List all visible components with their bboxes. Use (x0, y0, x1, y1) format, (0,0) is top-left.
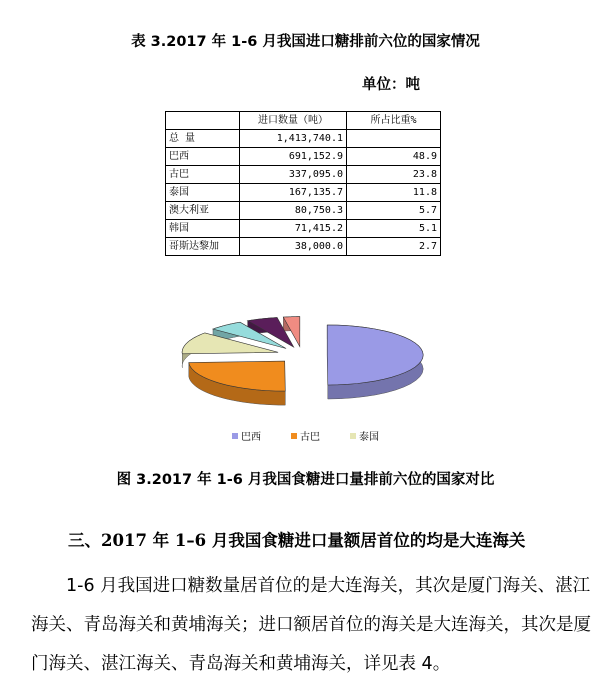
row-quantity: 71,415.2 (240, 220, 347, 238)
row-quantity: 38,000.0 (240, 238, 347, 256)
row-quantity: 337,095.0 (240, 166, 347, 184)
row-name: 哥斯达黎加 (166, 238, 240, 256)
table-row (166, 130, 441, 148)
row-quantity: 1,413,740.1 (240, 130, 347, 148)
pie-chart (0, 300, 611, 420)
legend-label: 古巴 (300, 432, 320, 443)
row-quantity: 691,152.9 (240, 148, 347, 166)
table-row (166, 166, 441, 184)
row-name: 澳大利亚 (166, 202, 240, 220)
legend-item-brazil (232, 428, 261, 443)
row-name: 巴西 (166, 148, 240, 166)
row-name: 总 量 (166, 130, 240, 148)
row-share: 11.8 (347, 184, 441, 202)
legend-label: 泰国 (359, 432, 379, 443)
row-name: 韩国 (166, 220, 240, 238)
row-name: 古巴 (166, 166, 240, 184)
header-quantity: 进口数量（吨） (240, 112, 347, 130)
chart-legend (0, 428, 611, 443)
row-share: 23.8 (347, 166, 441, 184)
table-row (166, 220, 441, 238)
row-share (347, 130, 441, 148)
legend-item-cuba (291, 428, 320, 443)
row-share: 5.7 (347, 202, 441, 220)
unit-label: 单位：吨 (362, 77, 420, 93)
import-table (165, 111, 441, 256)
row-share: 48.9 (347, 148, 441, 166)
table-header-row (166, 112, 441, 130)
body-paragraph: 1-6 月我国进口糖数量居首位的是大连海关，其次是厦门海关、湛江海关、青岛海关和黄埔海关；进口额居首位的海关是大连海关，其次是厦门海关、湛江海关、青岛海关和黄埔海关，详见表 4。 (31, 576, 591, 674)
legend-label: 巴西 (241, 432, 261, 443)
legend-swatch (232, 433, 238, 439)
table-row (166, 238, 441, 256)
table-row (166, 148, 441, 166)
row-quantity: 167,135.7 (240, 184, 347, 202)
legend-item-thailand (350, 428, 379, 443)
figure-caption: 图 3.2017 年 1-6 月我国食糖进口量排前六位的国家对比 (116, 472, 495, 488)
table-title: 表 3.2017 年 1-6 月我国进口糖排前六位的国家情况 (131, 34, 480, 50)
row-share: 2.7 (347, 238, 441, 256)
legend-swatch (291, 433, 297, 439)
legend-swatch (350, 433, 356, 439)
section-heading: 三、2017 年 1–6 月我国食糖进口量额居首位的均是大连海关 (68, 531, 526, 550)
row-name: 泰国 (166, 184, 240, 202)
table-row (166, 184, 441, 202)
row-share: 5.1 (347, 220, 441, 238)
table-row (166, 202, 441, 220)
header-share: 所占比重% (347, 112, 441, 130)
header-blank (166, 112, 240, 130)
row-quantity: 80,750.3 (240, 202, 347, 220)
